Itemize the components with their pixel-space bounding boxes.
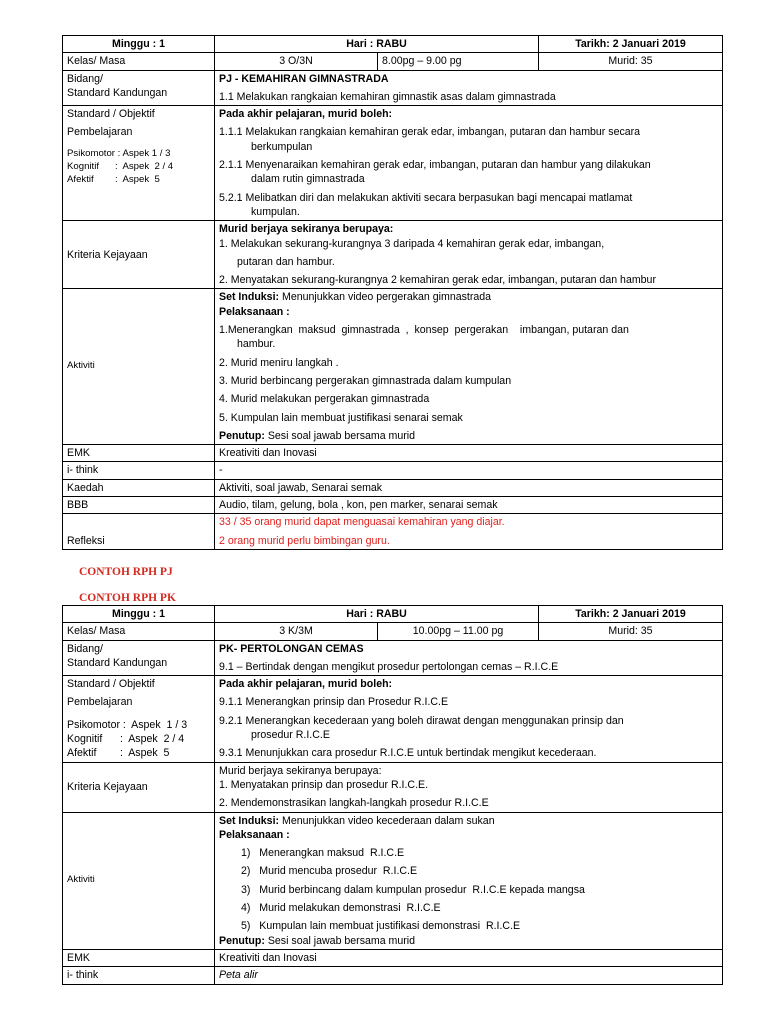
objektif-label-line2: Pembelajaran (67, 126, 133, 139)
kaedah-row (63, 479, 723, 496)
kelas-label: Kelas/ Masa (63, 53, 215, 70)
hari: Hari : RABU (215, 606, 539, 623)
minggu: Minggu : 1 (63, 36, 215, 53)
ithink-row (63, 462, 723, 479)
objektif-1-cont: berkumpulan (251, 140, 313, 153)
ithink-row (63, 967, 723, 984)
kriteria-2: 2. Menyatakan sekurang-kurangnya 2 kemahiran gerak edar, imbangan, putaran dan hambur (219, 274, 656, 287)
set-induksi-text: Menunjukkan video pergerakan gimnastrada (279, 291, 492, 304)
hari: Hari : RABU (215, 36, 539, 53)
header-row (63, 606, 723, 623)
kriteria-2: 2. Mendemonstrasikan langkah-langkah prosedur R.I.C.E (219, 797, 489, 810)
kelas-value: 3 K/3M (215, 623, 378, 640)
objektif-1: 9.1.1 Menerangkan prinsip dan Prosedur R.I.C.E (219, 696, 449, 709)
caption-rph-pk: CONTOH RPH PK (79, 592, 176, 604)
objektif-label (63, 106, 215, 221)
set-induksi-label: Set Induksi: (219, 814, 280, 827)
set-induksi-text: Menunjukkan video kecederaan dalam sukan (279, 814, 495, 827)
bidang-content (215, 640, 723, 676)
aktiviti-5: 5) Kumpulan lain membuat justifikasi demonstrasi R.I.C.E (241, 920, 521, 933)
emk-row (63, 445, 723, 462)
aspek-kognitif: Kognitif : Aspek 2 / 4 (67, 160, 174, 172)
tarikh: Tarikh: 2 Januari 2019 (539, 36, 723, 53)
objektif-3-cont: kumpulan. (251, 205, 300, 218)
penutup-label: Penutup: (219, 934, 265, 947)
bidang-sk: 9.1 – Bertindak dengan mengikut prosedur pertolongan cemas – R.I.C.E (219, 660, 559, 673)
aktiviti-label: Aktiviti (63, 289, 215, 445)
kriteria-head: Murid berjaya sekiranya berupaya: (219, 764, 382, 777)
kriteria-1: 1. Melakukan sekurang-kurangnya 3 daripada 4 kemahiran gerak edar, imbangan, (219, 237, 605, 250)
pelaksanaan-label: Pelaksanaan : (219, 828, 290, 841)
caption-rph-pj: CONTOH RPH PJ (79, 566, 173, 578)
penutup-label: Penutup: (219, 429, 265, 442)
objektif-2: 9.2.1 Menerangkan kecederaan yang boleh dirawat dengan menggunakan prinsip dan (219, 714, 624, 727)
aktiviti-4: 4. Murid melakukan pergerakan gimnastrada (219, 393, 430, 406)
aktiviti-1: 1.Menerangkan maksud gimnastrada , konsep pergerakan imbangan, putaran dan (219, 324, 629, 337)
aktiviti-3: 3) Murid berbincang dalam kumpulan prosedur R.I.C.E kepada mangsa (241, 883, 585, 896)
objektif-1: 1.1.1 Melakukan rangkaian kemahiran gerak edar, imbangan, putaran dan hambur secara (219, 126, 641, 139)
kriteria-row (63, 221, 723, 289)
bidang-sk: 1.1 Melakukan rangkaian kemahiran gimnastik asas dalam gimnastrada (219, 90, 556, 103)
objektif-label (63, 676, 215, 762)
objektif-2: 2.1.1 Menyenaraikan kemahiran gerak edar, imbangan, putaran dan hambur yang dilakukan (219, 159, 651, 172)
aktiviti-row (63, 812, 723, 949)
kriteria-row (63, 762, 723, 812)
penutup-text: Sesi soal jawab bersama murid (264, 934, 416, 947)
bidang-title: PK- PERTOLONGAN CEMAS (219, 642, 364, 655)
aktiviti-row (63, 289, 723, 445)
objektif-label-line2: Pembelajaran (67, 696, 133, 709)
ithink-label: i- think (63, 967, 215, 984)
kriteria-content (215, 762, 723, 812)
objektif-3: 5.2.1 Melibatkan diri dan melakukan aktiviti secara berpasukan bagi mencapai matlamat (219, 191, 633, 204)
kaedah-label: Kaedah (63, 479, 215, 496)
emk-label: EMK (63, 445, 215, 462)
bidang-title: PJ - KEMAHIRAN GIMNASTRADA (219, 72, 389, 85)
rph-pk-table (62, 605, 723, 985)
aktiviti-1: 1) Menerangkan maksud R.I.C.E (241, 847, 405, 860)
bidang-label-line2: Standard Kandungan (67, 86, 168, 99)
bidang-label (63, 640, 215, 676)
kelas-row (63, 623, 723, 640)
kriteria-head: Murid berjaya sekiranya berupaya: (219, 223, 394, 236)
murid-value: Murid: 35 (539, 53, 723, 70)
bidang-label-line1: Bidang/ (67, 72, 103, 85)
refleksi-label: Refleksi (63, 514, 215, 550)
aktiviti-2: 2) Murid mencuba prosedur R.I.C.E (241, 865, 418, 878)
kriteria-content (215, 221, 723, 289)
objektif-row (63, 676, 723, 762)
objektif-content (215, 106, 723, 221)
bidang-content (215, 70, 723, 106)
aktiviti-2: 2. Murid meniru langkah . (219, 356, 339, 369)
tarikh: Tarikh: 2 Januari 2019 (539, 606, 723, 623)
kriteria-1-cont: putaran dan hambur. (237, 255, 335, 268)
ithink-value: Peta alir (215, 967, 723, 984)
murid-value: Murid: 35 (539, 623, 723, 640)
kelas-value: 3 O/3N (215, 53, 378, 70)
penutup (219, 934, 718, 948)
kriteria-1: 1. Menyatakan prinsip dan prosedur R.I.C.E. (219, 778, 429, 791)
bidang-row (63, 640, 723, 676)
aktiviti-4: 4) Murid melakukan demonstrasi R.I.C.E (241, 902, 441, 915)
header-row (63, 36, 723, 53)
objektif-3: 9.3.1 Menunjukkan cara prosedur R.I.C.E untuk bertindak mengikut kecederaan. (219, 747, 597, 760)
bbb-row (63, 497, 723, 514)
bidang-row (63, 70, 723, 106)
set-induksi (219, 814, 718, 828)
emk-row (63, 949, 723, 966)
objektif-content (215, 676, 723, 762)
kelas-row (63, 53, 723, 70)
aspek-psikomotor: Psikomotor : Aspek 1 / 3 (67, 718, 188, 731)
bidang-label (63, 70, 215, 106)
kriteria-label: Kriteria Kejayaan (63, 762, 215, 812)
aspek-afektif: Afektif : Aspek 5 (67, 747, 170, 760)
kaedah-value: Aktiviti, soal jawab, Senarai semak (215, 479, 723, 496)
aktiviti-5: 5. Kumpulan lain membuat justifikasi senarai semak (219, 411, 463, 424)
aspek-kognitif: Kognitif : Aspek 2 / 4 (67, 733, 185, 746)
kriteria-label: Kriteria Kejayaan (63, 221, 215, 289)
bbb-label: BBB (63, 497, 215, 514)
objektif-label-line1: Standard / Objektif (67, 678, 155, 691)
set-induksi (219, 290, 718, 304)
refleksi-row (63, 514, 723, 550)
aktiviti-content (215, 289, 723, 445)
objektif-2-cont: prosedur R.I.C.E (251, 729, 330, 742)
aktiviti-3: 3. Murid berbincang pergerakan gimnastrada dalam kumpulan (219, 374, 512, 387)
masa-value: 8.00pg – 9.00 pg (378, 53, 539, 70)
refleksi-1: 33 / 35 orang murid dapat menguasai kemahiran yang diajar. (219, 516, 505, 529)
ithink-value: - (215, 462, 723, 479)
penutup (219, 429, 718, 443)
emk-label: EMK (63, 949, 215, 966)
ithink-label: i- think (63, 462, 215, 479)
pelaksanaan-label: Pelaksanaan : (219, 305, 290, 318)
objektif-row (63, 106, 723, 221)
objektif-head: Pada akhir pelajaran, murid boleh: (219, 108, 393, 121)
minggu: Minggu : 1 (63, 606, 215, 623)
objektif-label-line1: Standard / Objektif (67, 108, 155, 121)
objektif-head: Pada akhir pelajaran, murid boleh: (219, 678, 393, 691)
bbb-value: Audio, tilam, gelung, bola , kon, pen marker, senarai semak (215, 497, 723, 514)
aktiviti-label: Aktiviti (63, 812, 215, 949)
bidang-label-line2: Standard Kandungan (67, 656, 168, 669)
refleksi-2: 2 orang murid perlu bimbingan guru. (219, 534, 390, 547)
aktiviti-1-cont: hambur. (237, 338, 276, 351)
refleksi-content (215, 514, 723, 550)
kelas-label: Kelas/ Masa (63, 623, 215, 640)
objektif-2-cont: dalam rutin gimnastrada (251, 173, 365, 186)
aspek-afektif: Afektif : Aspek 5 (67, 173, 160, 185)
rph-pj-table (62, 35, 723, 550)
penutup-text: Sesi soal jawab bersama murid (264, 429, 416, 442)
emk-value: Kreativiti dan Inovasi (215, 949, 723, 966)
emk-value: Kreativiti dan Inovasi (215, 445, 723, 462)
set-induksi-label: Set Induksi: (219, 291, 280, 304)
aspek-psikomotor: Psikomotor : Aspek 1 / 3 (67, 147, 171, 159)
aktiviti-content (215, 812, 723, 949)
masa-value: 10.00pg – 11.00 pg (378, 623, 539, 640)
bidang-label-line1: Bidang/ (67, 642, 103, 655)
